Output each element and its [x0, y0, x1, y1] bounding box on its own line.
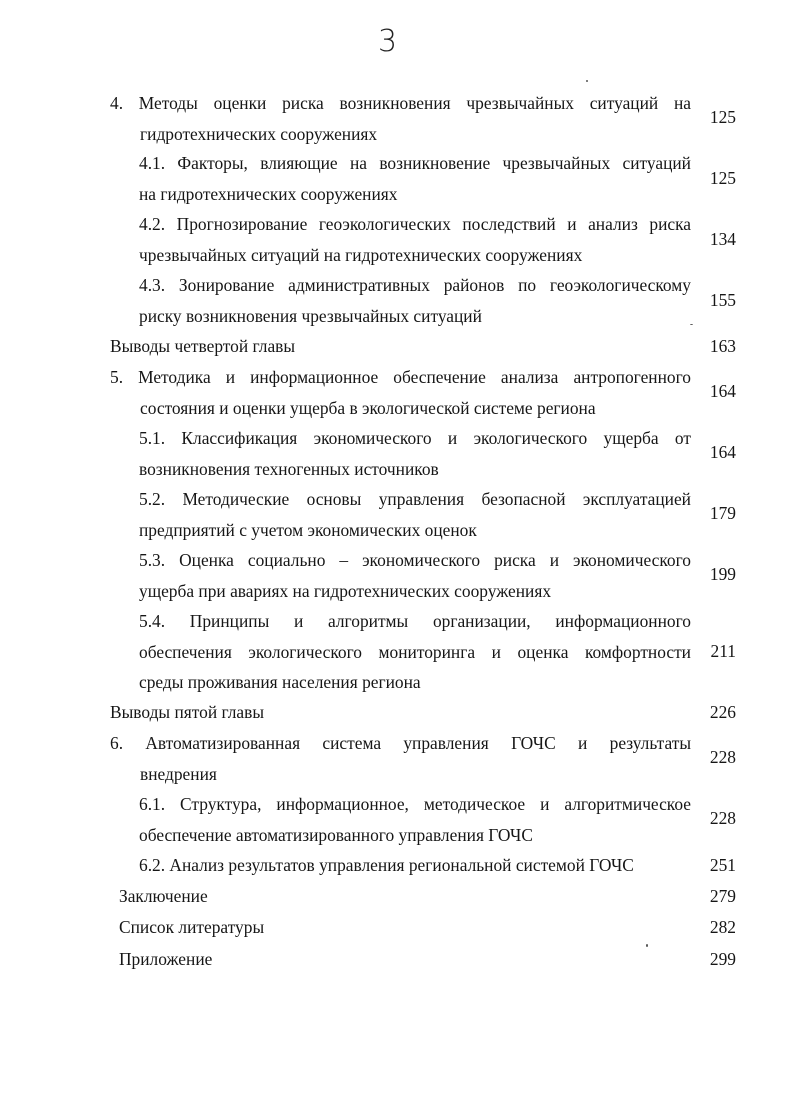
toc-page-number: 125: [709, 107, 736, 127]
toc-entry-text: Выводы четвертой главы: [110, 336, 296, 356]
toc-entry-text: 4.2. Прогнозирование геоэкологических последствий и анализ риска: [139, 214, 691, 234]
toc-page-number: 226: [709, 702, 736, 722]
toc-entry-text: обеспечение автоматизированного управления ГОЧС: [139, 824, 533, 845]
toc-page-number: 211: [710, 641, 736, 661]
toc-entry-chapter-6[interactable]: [110, 728, 691, 789]
toc-entry-text: гидротехнических сооружениях: [140, 123, 378, 144]
toc-page-number: 164: [709, 442, 736, 462]
toc-page-number: 251: [709, 855, 736, 875]
toc-entry-text: 4.1. Факторы, влияющие на возникновение чрезвычайных ситуаций: [139, 153, 691, 173]
toc-entry-text: 4. Методы оценки риска возникновения чрезвычайных ситуаций на: [110, 93, 691, 113]
scan-speck: [646, 944, 648, 947]
toc-entry-section-5-1[interactable]: [139, 423, 691, 484]
toc-entry-chapter-4[interactable]: [110, 88, 691, 149]
scan-speck: [586, 80, 588, 82]
toc-page-number: 299: [709, 949, 736, 969]
toc-entry-references[interactable]: [119, 912, 700, 943]
toc-entry-text: риску возникновения чрезвычайных ситуаций: [139, 305, 482, 326]
toc-page-number: 155: [709, 290, 736, 310]
toc-entry-text: Приложение: [119, 949, 213, 969]
toc-entry-text: внедрения: [140, 763, 217, 784]
toc-page-number: 164: [709, 381, 736, 401]
toc-entry-text: 5. Методика и информационное обеспечение анализа антропогенного: [110, 367, 691, 387]
toc-page-number: 282: [709, 917, 736, 937]
toc-page-number: 125: [709, 168, 736, 188]
toc-entry-chapter-5[interactable]: [110, 362, 691, 423]
toc-entry-conclusions-5[interactable]: [110, 697, 691, 728]
toc-entry-text: обеспечения экологического мониторинга и оценка комфортности: [139, 641, 691, 662]
toc-page-number: 279: [709, 886, 736, 906]
toc-entry-text: ущерба при авариях на гидротехнических сооружениях: [139, 580, 552, 601]
toc-entry-text: предприятий с учетом экономических оценок: [139, 519, 477, 540]
toc-entry-text: на гидротехнических сооружениях: [139, 183, 398, 204]
toc-entry-section-5-3[interactable]: [139, 545, 691, 606]
toc-entry-text: 5.2. Методические основы управления безопасной эксплуатацией: [139, 489, 691, 509]
toc-page-number: 228: [709, 747, 736, 767]
toc-entry-section-5-4[interactable]: [139, 606, 691, 698]
page-number: 3: [377, 24, 398, 59]
toc-entry-text: возникновения техногенных источников: [139, 458, 439, 479]
toc-entry-conclusions-4[interactable]: [110, 331, 691, 362]
toc-page-number: 199: [709, 564, 736, 584]
toc-entry-section-4-1[interactable]: [139, 148, 691, 209]
toc-entry-conclusion[interactable]: [119, 881, 700, 912]
toc-entry-section-6-2[interactable]: [139, 850, 691, 881]
toc-page-number: 228: [709, 808, 736, 828]
toc-entry-text: 5.4. Принципы и алгоритмы организации, информационного: [139, 611, 691, 631]
toc-page-number: 179: [709, 503, 736, 523]
toc-entry-text: среды проживания населения региона: [139, 672, 421, 692]
toc-entry-section-5-2[interactable]: [139, 484, 691, 545]
toc-entry-text: Список литературы: [119, 917, 265, 937]
toc-entry-section-4-3[interactable]: [139, 270, 691, 331]
toc-entry-section-4-2[interactable]: [139, 209, 691, 270]
toc-page-number: 163: [709, 336, 736, 356]
toc-entry-section-6-1[interactable]: [139, 789, 691, 850]
toc-entry-text: 6.1. Структура, информационное, методическое и алгоритмическое: [139, 794, 691, 814]
toc-entry-text: состояния и оценки ущерба в экологической системе региона: [140, 397, 596, 418]
toc-entry-text: 5.1. Классификация экономического и экологического ущерба от: [139, 428, 691, 448]
toc-entry-text: Выводы пятой главы: [110, 702, 265, 722]
scan-speck: [690, 324, 693, 325]
toc-entry-text: 5.3. Оценка социально – экономического риска и экономического: [139, 550, 691, 570]
toc-entry-text: 4.3. Зонирование административных районов по геоэкологическому: [139, 275, 691, 295]
toc-entry-text: чрезвычайных ситуаций на гидротехнических сооружениях: [139, 244, 583, 265]
toc-entry-text: Заключение: [119, 886, 208, 906]
toc-entry-text: 6.2. Анализ результатов управления региональной системой ГОЧС: [139, 855, 634, 875]
toc-page-number: 134: [709, 229, 736, 249]
toc-entry-appendix[interactable]: [119, 944, 700, 975]
toc-entry-text: 6. Автоматизированная система управления ГОЧС и результаты: [110, 733, 691, 753]
